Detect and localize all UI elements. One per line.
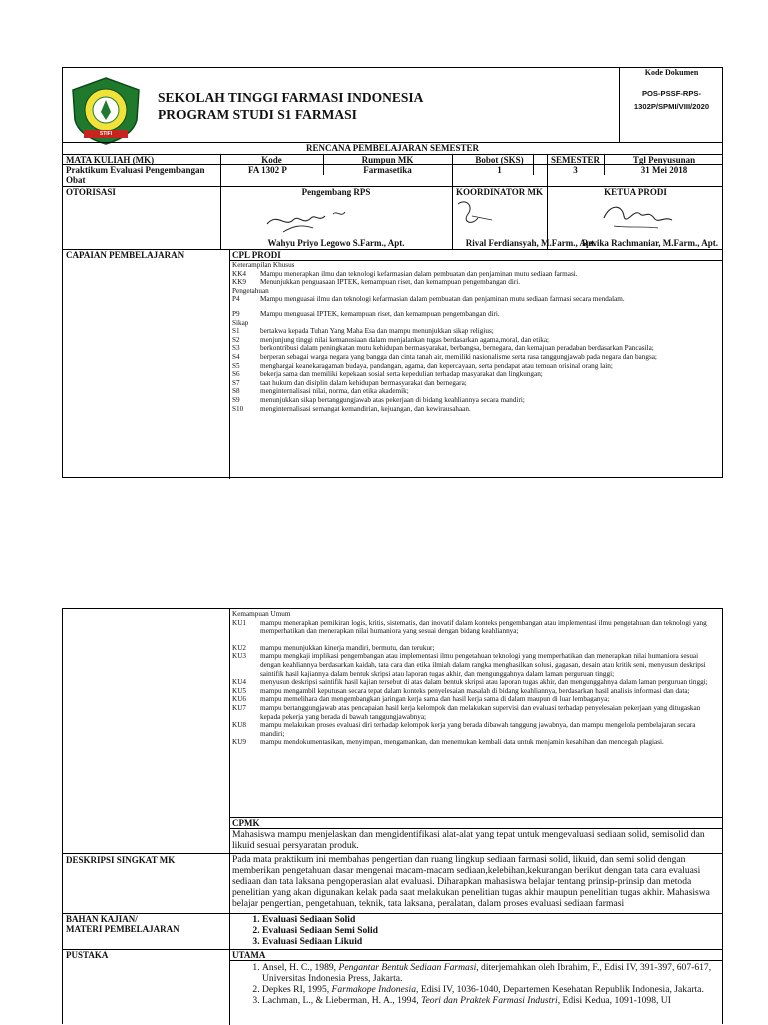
pengembang-label: Pengembang RPS — [301, 187, 371, 197]
ketua-name: Revika Rachmaniar, M.Farm., Apt. — [581, 238, 718, 248]
koordinator-label: KOORDINATOR MK — [456, 187, 543, 197]
document-page-2 — [62, 608, 723, 1024]
bahan-item: 3. Evaluasi Sediaan Likuid — [262, 936, 720, 947]
keterampilan-khusus-heading: Keterampilan Khusus — [232, 261, 295, 269]
utama-label: UTAMA — [232, 950, 266, 960]
course-name: Praktikum Evaluasi Pengembangan Obat — [66, 165, 205, 185]
cpl-item: S10 menginternalisasi semangat kemandirian, kejuangan, dan kewirausahaan. — [232, 404, 471, 413]
doc-code-line1: POS-PSSF-RPS- — [641, 89, 702, 98]
pengembang-name: Wahyu Priyo Legowo S.Farm., Apt. — [267, 238, 405, 248]
pengembang-signature — [263, 202, 363, 241]
pustaka-list — [232, 962, 720, 1006]
logo-banner: STIFI — [99, 131, 113, 137]
institution-name: SEKOLAH TINGGI FARMASI INDONESIA — [158, 90, 424, 105]
bahan-list — [232, 914, 720, 947]
koordinator-signature — [448, 194, 508, 239]
cpl-item: S3 berkontribusi dalam peningkatan mutu kehidupan bermasyarakat, berbangsa, bernegara, dan kemajuan peradaban berdasarkan Pancasila; — [232, 344, 654, 353]
pustaka-label: PUSTAKA — [66, 950, 109, 960]
ku-item: KU1 mampu menerapkan pemikiran logis, kritis, sistematis, dan inovatif dalam konteks pengembangan atau implementasi ilmu pengetahuan dan teknologi yang memperhatikan dan menerapkan nilai humaniora yang sesuai dengan bidang keahliannya; — [232, 618, 707, 636]
pustaka-item: 1. Ansel, H. C., 1989, Pengantar Bentuk Sediaan Farmasi, diterjemahkan oleh Ibrahim, F., Edisi IV, 391-397, 607-617, Universitas Indonesia Press, Jakarta. — [262, 962, 720, 984]
ku-item: KU4 menyusun deskripsi saintifik hasil kajian tersebut di atas dalam bentuk skripsi atau laporan tugas akhir, dan mengunggahnya dalam laman perguruan tinggi; — [232, 678, 708, 687]
pustaka-item: 2. Depkes RI, 1995, Farmakope Indonesia, Edisi IV, 1036-1040, Departemen Kesehatan Republik Indonesia, Jakarta. — [262, 984, 720, 995]
ku-item: KU8 mampu melakukan proses evaluasi diri terhadap kelompok kerja yang berada dibawah tanggung jawabnya, dan mampu mengelola pembelajaran secara mandiri; — [232, 721, 696, 738]
cpmk-label: CPMK — [232, 818, 260, 828]
cpl-item: S2 menjunjung tinggi nilai kemanusiaan dalam menjalankan tugas berdasarkan agama,moral, dan etika; — [232, 335, 550, 344]
bahan-label-2: MATERI PEMBELAJARAN — [66, 924, 180, 934]
kemampuan-umum-heading: Kemampuan Umum — [232, 610, 291, 618]
cpl-item: S8 menginternalisasi nilai, norma, dan etika akademik; — [232, 387, 409, 396]
kemampuan-umum-content — [232, 610, 720, 747]
ku-item: KU7 mampu bertanggungjawab atas pencapaian hasil kerja kelompok dan melakukan supervisi dan evaluasi terhadap penyelesaian pekerjaan yang ditugaskan kepada pekerja yang berada di bawah tanggungjawabnya; — [232, 703, 701, 721]
rps-title: RENCANA PEMBELAJARAN SEMESTER — [305, 143, 480, 153]
cpl-item: S9 menunjukkan sikap bertanggungjawab atas pekerjaan di bidang keahliannya secara mandiri; — [232, 395, 525, 404]
semester-header: SEMESTER — [550, 155, 601, 165]
program-name: PROGRAM STUDI S1 FARMASI — [158, 107, 357, 122]
doc-code-label: Kode Dokumen — [644, 68, 699, 77]
pustaka-item: 3. Lachman, L., & Lieberman, H. A., 1994, Teori dan Praktek Farmasi Industri, Edisi Kedua, 1091-1098, UI — [262, 995, 720, 1006]
cpl-item: KK4 Mampu menerapkan ilmu dan teknologi kefarmasian dalam pembuatan dan penjaminan mutu sediaan farmasi. — [232, 269, 578, 278]
course-rumpun: Farmasetika — [363, 165, 412, 175]
bobot-header: Bobot (SKS) — [475, 155, 524, 165]
sikap-heading: Sikap — [232, 318, 249, 327]
cpl-item: S4 berperan sebagai warga negara yang bangga dan cinta tanah air, memiliki nasionalisme serta rasa tanggungjawab pada negara dan bangsa; — [232, 352, 657, 361]
ku-item: KU9 mampu mendokumentasikan, menyimpan, mengamankan, dan menemukan kembali data untuk menjamin kesahihan dan mencegah plagiasi. — [232, 738, 664, 747]
koordinator-name: Rival Ferdiansyah, M.Farm., Apt. — [465, 238, 597, 248]
cpl-item: P4 Mampu menguasai ilmu dan teknologi kefarmasian dalam pembuatan dan penjaminan mutu sediaan farmasi secara mendalam. — [232, 295, 625, 304]
college-logo — [67, 76, 145, 146]
rumpun-header: Rumpun MK — [361, 155, 414, 165]
ku-item: KU3 mampu mengkaji implikasi pengembangan atau implementasi ilmu pengetahuan teknologi yang memperhatikan dan menerapkan nilai humaniora sesuai dengan keahliannya berdasarkan kaidah, tata cara dan etika ilmiah dalam rangka menghasilkan solusi, gagasan, desain atau kritik seni, menyusun deskripsi saintifik hasil kajiannya dalam bentuk skripsi atau laporan tugas akhir, dan mengunggahnya dalam laman perguruan tinggi; — [232, 652, 706, 678]
cpl-item: S1 bertakwa kepada Tuhan Yang Maha Esa dan mampu menunjukkan sikap religius; — [232, 327, 494, 336]
course-tgl: 31 Mei 2018 — [640, 165, 688, 175]
ketua-signature — [598, 198, 678, 239]
cpmk-text: Mahasiswa mampu menjelaskan dan mengidentifikasi alat-alat yang tepat untuk mengevaluasi sediaan solid, semisolid dan likuid sesuai persyaratan produk. — [232, 829, 705, 851]
doc-code-line2: 1302P/SPMI/VIII/2020 — [633, 102, 710, 111]
course-bobot: 1 — [497, 165, 502, 175]
cpl-item: S6 bekerja sama dan memiliki kepekaan sosial serta kepedulian terhadap masyarakat dan lingkungan; — [232, 370, 543, 379]
kode-header: Kode — [261, 155, 282, 165]
cpl-item: S7 taat hukum dan disiplin dalam kehidupan bermasyarakat dan bernegara; — [232, 378, 467, 387]
bahan-label-1: BAHAN KAJIAN/ — [66, 914, 138, 924]
deskripsi-label: DESKRIPSI SINGKAT MK — [66, 855, 176, 865]
otorisasi-label: OTORISASI — [66, 187, 116, 197]
cpl-content — [232, 261, 720, 413]
bahan-item: 2. Evaluasi Sediaan Semi Solid — [262, 925, 720, 936]
cpl-item: S5 menghargai keanekaragaman budaya, pandangan, agama, dan kepercayaan, serta pendapat atau temuan orisinal orang lain; — [232, 361, 613, 370]
course-kode: FA 1302 P — [248, 165, 287, 175]
bahan-item: 1. Evaluasi Sediaan Solid — [262, 914, 720, 925]
cpl-prodi-label: CPL PRODI — [232, 250, 281, 260]
document-page-1 — [62, 67, 723, 478]
ketua-label: KETUA PRODI — [604, 187, 667, 197]
ku-item: KU2 mampu menunjukkan kinerja mandiri, bermutu, dan terukur; — [232, 643, 435, 652]
mk-header: MATA KULIAH (MK) — [66, 155, 155, 165]
cp-label: CAPAIAN PEMBELAJARAN — [66, 250, 185, 260]
tgl-header: Tgl Penyusunan — [632, 155, 696, 165]
course-semester: 3 — [573, 165, 578, 175]
ku-item: KU5 mampu mengambil keputusan secara tepat dalam konteks penyelesaian masalah di bidang keahliannya, berdasarkan hasil analisis informasi dan data; — [232, 686, 690, 695]
deskripsi-text: Pada mata praktikum ini membahas pengertian dan ruang lingkup sediaan farmasi solid, likuid, dan semi solid dengan memberikan pengetahuan dasar mengenai macam-macam sediaan,kelebihan,kekurangan berikut dengan tata cara evaluasi sediaan dan tata laksana pengoperasian alat evaluasi. Diharapkan mahasiswa belajar tentang prinsip-prinsip dan metoda penelitian yang akan digunakan kelak pada saat melakukan penelitian tugas akhir maupun penelitian tugas akhir. Mahasiswa belajar pengertian, pengetahuan, teknik, tata laksana, peralatan, dalam proses evaluasi sediaan farmasi — [232, 854, 710, 909]
ku-item: KU6 mampu memelihara dan mengembangkan jaringan kerja sama dan hasil kerja sama di dalam maupun di luar lembaganya; — [232, 695, 610, 704]
cpl-item: P9 Mampu menguasai IPTEK, kemampuan riset, dan kemampuan pengembangan diri. — [232, 309, 500, 318]
pengetahuan-heading: Pengetahuan — [232, 286, 269, 295]
cpl-item: KK9 Menunjukkan penguasaan IPTEK, kemampuan riset, dan kemampuan pengembangan diri. — [232, 278, 521, 287]
